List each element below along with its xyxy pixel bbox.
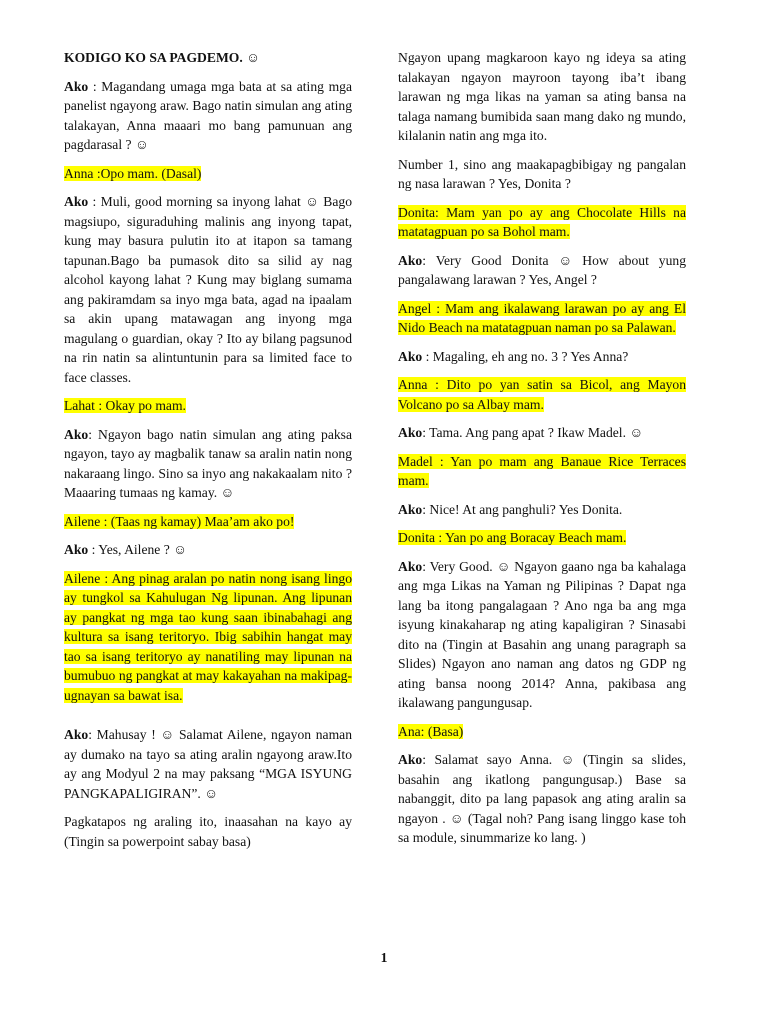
paragraph-text: Ailene : Ang pinag aralan po natin nong isang lingo ay tungkol sa Kahulugan Ng lipunan. Ang lipunan ay pangkat ng mga tao kung saan ibinabahagi ang kultura sa isang teritoryo. Ibig sabihin hangat may tao sa isang teritoryo ay nanatiling may lipunan na bumubuo ng pangkat at may kakayahan na makipag-ugnayan sa bawat isa.: [64, 570, 352, 703]
highlighted-response: [398, 375, 686, 414]
paragraph-text: Very Good Donita ☺ How about yung pangalawang larawan ? Yes, Angel ?: [398, 252, 686, 287]
highlighted-response: [398, 203, 686, 242]
dialogue-paragraph: [398, 423, 686, 443]
right-paragraphs: [398, 48, 686, 848]
speaker-label: Ako: [398, 252, 423, 268]
speaker-label: Ako: [64, 542, 89, 557]
paragraph-text: Magaling, eh ang no. 3 ? Yes Anna?: [432, 348, 629, 364]
dialogue-paragraph: [398, 347, 686, 367]
highlighted-response: [64, 396, 352, 416]
dialogue-paragraph: [398, 750, 686, 848]
paragraph-text: Anna : Dito po yan satin sa Bicol, ang Mayon Volcano po sa Albay mam.: [398, 377, 686, 412]
dialogue-paragraph: [64, 540, 352, 560]
speaker-label: Ako: [64, 727, 89, 742]
speaker-label: Ako: [64, 78, 89, 94]
speaker-separator: :: [422, 348, 433, 364]
speaker-separator: :: [422, 252, 436, 268]
document-title: KODIGO KO SA PAGDEMO. ☺: [64, 50, 261, 65]
paragraph-text: Mahusay ! ☺ Salamat Ailene, ngayon naman ay dumako na tayo sa ating aralin ngayong araw.Ito ay ang Modyul 2 na may paksang “MGA ISYUNG PANGKAPALIGIRAN”. ☺: [64, 727, 352, 801]
speaker-separator: :: [422, 752, 435, 767]
paragraph-text: Donita : Yan po ang Boracay Beach mam.: [398, 530, 627, 545]
paragraph-text: Anna :Opo mam. (Dasal): [64, 165, 202, 181]
speaker-label: Ako: [398, 752, 423, 767]
narration-paragraph: [398, 48, 686, 146]
speaker-label: Ako: [398, 558, 423, 574]
left-column: [64, 48, 352, 860]
paragraph-text: Yes, Ailene ? ☺: [98, 542, 188, 557]
speaker-separator: :: [422, 501, 430, 517]
highlighted-response: [64, 164, 352, 184]
paragraph-text: Salamat sayo Anna. ☺ (Tingin sa slides, basahin ang ikatlong pangungusap.) Base sa nabanggit, dito pa lang papasok ang ating aralin sa ngayon . ☺ (Tagal noh? Pang isang linggo kase toh sa module, sinummarize ko lang. ): [398, 752, 686, 845]
paragraph-text: Nice! At ang panghuli? Yes Donita.: [429, 501, 623, 517]
speaker-label: Ako: [398, 501, 423, 517]
paragraph-text: Magandang umaga mga bata at sa ating mga panelist ngayong araw. Bago natin simulan ang ating talakayan, Anna maaari mo bang pamunuan ang pagdarasal ? ☺: [64, 78, 352, 152]
dialogue-paragraph: [64, 77, 352, 155]
left-paragraphs: [64, 77, 352, 852]
speaker-label: Ako: [64, 194, 89, 209]
speaker-label: Ako: [398, 425, 423, 440]
highlighted-response: [398, 528, 686, 548]
speaker-label: Ako: [398, 348, 423, 364]
speaker-separator: :: [88, 542, 99, 557]
dialogue-paragraph: [398, 500, 686, 520]
dialogue-paragraph: [64, 725, 352, 803]
highlighted-response: [398, 452, 686, 491]
speaker-separator: :: [422, 558, 430, 574]
paragraph-text: Ana: (Basa): [398, 723, 464, 739]
narration-paragraph: [64, 812, 352, 851]
right-column: [398, 48, 686, 857]
paragraph-text: Lahat : Okay po mam.: [64, 398, 186, 413]
highlighted-response: [64, 512, 352, 532]
paragraph-text: Tama. Ang pang apat ? Ikaw Madel. ☺: [429, 425, 644, 440]
speaker-separator: :: [88, 426, 99, 442]
speaker-separator: :: [88, 727, 97, 742]
speaker-separator: :: [88, 78, 102, 94]
highlighted-response: [398, 722, 686, 742]
paragraph-text: Pagkatapos ng araling ito, inaasahan na kayo ay (Tingin sa powerpoint sabay basa): [64, 814, 352, 849]
paragraph-text: Muli, good morning sa inyong lahat ☺ Bago magsiupo, siguraduhing malinis ang inyong tapat, kung may basura pulutin ito at itapon sa tamang tapunan.Bago ba pumasok dito sa silid ay nag alcohol kayong lahat ? Kung may biglang sumama ang pakiramdam sa inyo mga bata, agad na ipaalam sa akin upang matawagan ang inyong mga magulang o guardian, okay ? Ito ay bilang pagsunod na rin natin sa alintuntunin para sa limited face to face classes.: [64, 194, 353, 385]
speaker-label: Ako: [64, 426, 89, 442]
page-number: 1: [380, 950, 388, 965]
dialogue-paragraph: [398, 251, 686, 290]
paragraph-text: Angel : Mam ang ikalawang larawan po ay ang El Nido Beach na matatagpuan naman po sa Palawan.: [398, 300, 686, 335]
highlighted-response: [398, 299, 686, 338]
speaker-separator: :: [88, 194, 101, 209]
dialogue-paragraph: [64, 192, 352, 387]
paragraph-text: Ngayon bago natin simulan ang ating paksa ngayon, tayo ay magbalik tanaw sa aralin natin nong nakaraang lingo. Sino sa inyo ang nakakaalam nito ? Maaaring tumaas ng kamay. ☺: [64, 426, 352, 500]
speaker-separator: :: [422, 425, 430, 440]
paragraph-text: Number 1, sino ang maakapagbibigay ng pangalan ng nasa larawan ? Yes, Donita ?: [398, 156, 686, 191]
paragraph-text: Madel : Yan po mam ang Banaue Rice Terraces mam.: [398, 453, 686, 488]
paragraph-text: Ailene : (Taas ng kamay) Maa’am ako po!: [64, 513, 295, 529]
highlighted-response: [64, 569, 352, 706]
dialogue-paragraph: [398, 557, 686, 713]
dialogue-paragraph: [64, 425, 352, 503]
narration-paragraph: [398, 155, 686, 194]
paragraph-text: Very Good. ☺ Ngayon gaano nga ba kahalaga ang mga Likas na Yaman ng Pilipinas ? Dapat nga lang ba itong pangalagaan ? Ano nga ba ang mga isyung kinakaharap ng ating kapaligiran ? Sinasabi dito na (Tingin at Basahin ang unang paragraph sa Slides) Ngayon ano naman ang datos ng GDP ng ating bansa noong 2014? Anna, pakibasa ang ikalawang pangungusap.: [398, 558, 686, 710]
paragraph-text: Donita: Mam yan po ay ang Chocolate Hills na matatagpuan po sa Bohol mam.: [398, 204, 686, 239]
paragraph-text: Ngayon upang magkaroon kayo ng ideya sa ating talakayan ngayon mayroon tayong iba’t ibang larawan ng mga likas na yaman sa ating bansa na talaga namang bumibida saan mang dako ng mundo, kilalanin natin ang mga ito.: [398, 50, 686, 143]
